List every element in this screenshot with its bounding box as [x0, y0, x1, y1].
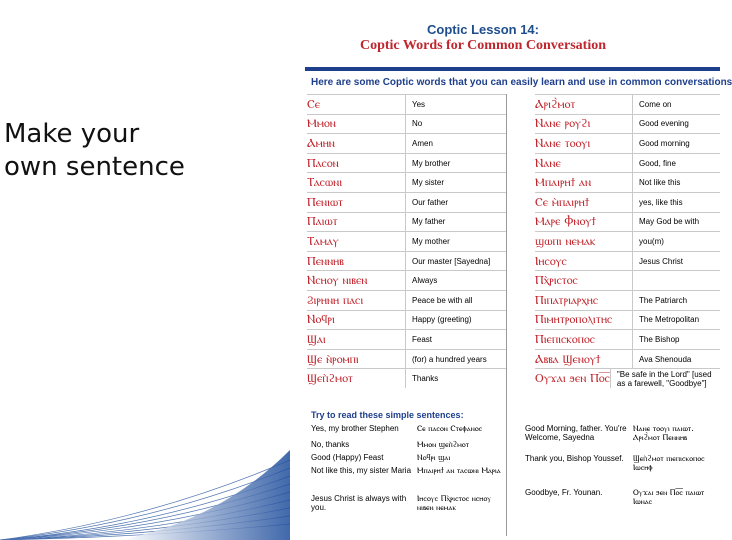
vocab-row — [307, 94, 507, 114]
english-text: My father — [412, 217, 446, 227]
english-text: May God be with — [639, 217, 700, 227]
coptic-word: Ⲧⲁⲥⲱⲛⲓ — [307, 175, 343, 190]
sentence-english: Good Morning, father. You're Welcome, Sayedna — [525, 424, 627, 442]
english-text: Peace be with all — [412, 295, 473, 305]
lesson-title: Coptic Lesson 14: — [427, 22, 539, 37]
english-text: Ava Shenouda — [639, 354, 692, 364]
english-meaning — [405, 154, 450, 173]
vocab-row — [307, 133, 507, 153]
english-text: (for) a hundred years — [412, 354, 487, 364]
english-meaning — [632, 311, 699, 330]
slide-body-text — [4, 118, 185, 184]
english-meaning — [405, 330, 432, 349]
english-text: Not like this — [639, 178, 681, 188]
english-meaning — [632, 173, 680, 192]
title-divider — [305, 67, 720, 71]
coptic-word: Ⲧⲁⲙⲁⲩ — [307, 233, 339, 248]
english-text: Always — [412, 276, 438, 286]
coptic-word: Ⲛⲁⲛⲉ ⲣⲟⲩϩⲓ — [535, 116, 591, 131]
sentence-english: Jesus Christ is always with you. — [311, 494, 407, 512]
coptic-word: Ⲡⲉⲛⲛⲏⲃ — [307, 253, 344, 268]
english-meaning — [632, 252, 683, 271]
coptic-word: Ⲟⲩϫⲁⲓ ϧⲉⲛ Ⲡⲟ̅ⲥ̅ — [535, 371, 610, 386]
sentences-title: Try to read these simple sentences: — [311, 410, 464, 420]
english-text: No — [412, 119, 423, 129]
coptic-word: Ⲡⲁⲥⲟⲛ — [307, 155, 339, 170]
english-text: Good, fine — [639, 158, 676, 168]
coptic-word: Ⲡⲓⲡⲁⲧⲣⲓⲁⲣⲭⲏⲥ — [535, 292, 599, 307]
lesson-intro: Here are some Coptic words that you can easily learn and use in common conversations — [311, 77, 732, 88]
vocab-row — [307, 329, 507, 349]
slide-text-line-2: own sentence — [4, 152, 185, 182]
vocab-row — [307, 349, 507, 369]
vocab-row — [307, 310, 507, 330]
english-text: Good morning — [639, 138, 690, 148]
sentence-coptic: Ⲓⲏⲥⲟⲩⲥ Ⲡⲭ̀ⲣⲓⲥⲧⲟⲥ ⲛⲥⲏⲟⲩ ⲛⲓⲃⲉⲛ ⲛⲉⲙⲁⲕ — [417, 494, 492, 512]
coptic-word: Ⲡⲓⲉⲡⲓⲥⲕⲟⲡⲟⲥ — [535, 331, 596, 346]
vocab-row — [535, 231, 720, 251]
english-text: My mother — [412, 236, 450, 246]
english-meaning — [405, 95, 425, 114]
english-meaning — [632, 134, 690, 153]
english-meaning — [405, 193, 448, 212]
english-text: Jesus Christ — [639, 256, 684, 266]
english-meaning — [405, 369, 438, 388]
english-meaning — [632, 115, 689, 134]
vocab-row — [535, 329, 720, 349]
coptic-word: Ϣⲉⲡ̀ϩⲙⲟⲧ — [307, 371, 353, 386]
english-meaning — [632, 213, 699, 232]
lesson-subtitle: Coptic Words for Common Conversation — [359, 38, 607, 53]
english-meaning — [632, 193, 683, 212]
vocab-row — [535, 368, 720, 388]
vocab-row — [535, 133, 720, 153]
vocab-row — [307, 153, 507, 173]
vocab-row — [535, 310, 720, 330]
english-meaning — [405, 134, 433, 153]
english-text: The Metropolitan — [639, 315, 700, 325]
sentence-english: Good (Happy) Feast — [311, 453, 384, 462]
sentence-english: Thank you, Bishop Youssef. — [525, 454, 624, 463]
english-text: My brother — [412, 158, 451, 168]
english-meaning — [405, 232, 450, 251]
coptic-word: Ⲡⲁⲓⲱⲧ — [307, 214, 338, 229]
coptic-word: Ⲁⲙⲏⲛ — [307, 135, 335, 150]
vocab-row — [535, 349, 720, 369]
vocab-row — [535, 94, 720, 114]
sentence-english: Yes, my brother Stephen — [311, 424, 399, 433]
sentence-english: Not like this, my sister Maria — [311, 466, 412, 475]
vocab-row — [307, 212, 507, 232]
english-text: My sister — [412, 178, 444, 188]
sentence-coptic: Ⲙⲡⲁⲓⲣⲏϯ ⲁⲛ ⲧⲁⲥⲱⲛⲓ Ⲙⲁⲣⲓⲁ — [417, 466, 501, 475]
coptic-word: Ⲓⲏⲥⲟⲩⲥ — [535, 253, 567, 268]
coptic-word: Ⲙⲁⲣⲉ Ⲫⲛⲟⲩϯ — [535, 214, 597, 229]
english-meaning — [405, 115, 422, 134]
coptic-word: Ϣⲁⲓ — [307, 331, 326, 346]
english-meaning — [405, 252, 490, 271]
left-vocabulary-table — [307, 94, 507, 409]
coptic-word: Ϩⲓⲣⲏⲛⲏ ⲡⲁⲥⲓ — [307, 292, 364, 307]
english-text: Our master [Sayedna] — [412, 256, 491, 266]
english-meaning — [405, 350, 487, 369]
slide-text-line-1: Make your — [4, 119, 140, 149]
vocab-row — [535, 153, 720, 173]
vocab-row — [535, 290, 720, 310]
english-meaning — [632, 350, 691, 369]
english-text: Feast — [412, 334, 433, 344]
right-vocabulary-table — [535, 94, 720, 409]
sentence-coptic: Ⲙⲙⲟⲛ ϣⲉⲡ̀ϩⲙⲟⲧ — [417, 440, 470, 449]
coptic-word: Ⲡⲉⲛⲓⲱⲧ — [307, 194, 344, 209]
english-text: Our father — [412, 197, 449, 207]
vocab-row — [535, 251, 720, 271]
english-meaning — [632, 154, 676, 173]
english-text: Yes — [412, 99, 426, 109]
vocab-row — [307, 172, 507, 192]
coptic-word: Ⲥⲉ ⲙ̀ⲡⲁⲓⲣⲏϯ — [535, 194, 590, 209]
coptic-lesson-image — [303, 22, 732, 540]
english-meaning — [405, 271, 437, 290]
coptic-word: Ⲛⲁⲛⲉ ⲧⲟⲟⲩⲓ — [535, 135, 591, 150]
coptic-word: Ⲡⲓⲙⲏⲧⲣⲟⲡⲟⲗⲓⲧⲏⲥ — [535, 312, 613, 327]
sentence-coptic: Ⲛⲁⲛⲉ ⲧⲟⲟⲩⲓ ⲡⲁⲓⲱⲧ. Ⲁⲣⲓϩ̀ⲙⲟⲧ Ⲡⲉⲛⲛⲏⲃ — [633, 424, 694, 442]
vocab-row — [535, 172, 720, 192]
vocab-row — [307, 192, 507, 212]
english-meaning — [632, 271, 639, 290]
english-meaning — [405, 173, 444, 192]
english-meaning — [405, 311, 472, 330]
vocab-row — [535, 270, 720, 290]
english-text: "Be safe in the Lord" [used as a farewell, "Goodbye"] — [616, 369, 712, 388]
english-meaning — [632, 291, 687, 310]
sentence-coptic: Ⲥⲉ ⲡⲁⲥⲟⲛ Ⲥⲧⲉⲫⲁⲛⲟⲥ — [417, 424, 483, 433]
vocab-row — [307, 290, 507, 310]
coptic-word: Ⲙⲙⲟⲛ — [307, 116, 336, 131]
vocab-row — [535, 192, 720, 212]
english-text: The Bishop — [639, 334, 680, 344]
vocab-row — [307, 251, 507, 271]
vocab-row — [307, 368, 507, 388]
coptic-word: Ⲛⲁⲛⲉ — [535, 155, 561, 170]
coptic-word: Ⲁⲃⲃⲁ Ϣⲉⲛⲟⲩϯ — [535, 351, 601, 366]
coptic-word: ϣⲱⲡⲓ ⲛⲉⲙⲁⲕ — [535, 233, 596, 248]
english-text: Good evening — [639, 119, 689, 129]
english-text: The Patriarch — [639, 295, 688, 305]
sentence-english: No, thanks — [311, 440, 350, 449]
coptic-word: Ϣⲉ ⲛ̀ⲣⲟⲙⲡⲓ — [307, 351, 359, 366]
english-text: Happy (greeting) — [412, 315, 472, 325]
english-text: you(m) — [639, 236, 664, 246]
coptic-word: Ⲛⲥⲏⲟⲩ ⲛⲓⲃⲉⲛ — [307, 273, 368, 288]
english-text: Thanks — [412, 374, 439, 384]
english-text: yes, like this — [639, 197, 683, 207]
sentence-coptic: Ϣⲉⲡ̀ϩⲙⲟⲧ ⲡⲓⲉⲡⲓⲥⲕⲟⲡⲟⲥ Ⲓⲱⲥⲏⲫ — [633, 454, 705, 472]
vocab-row — [307, 114, 507, 134]
vocab-row — [307, 270, 507, 290]
vocab-row — [535, 114, 720, 134]
coptic-word: Ⲥⲉ — [307, 96, 321, 111]
english-meaning — [610, 369, 720, 388]
sentence-english: Goodbye, Fr. Younan. — [525, 488, 603, 497]
vocab-row — [307, 231, 507, 251]
coptic-word: Ⲙⲡⲁⲓⲣⲏϯ ⲁⲛ — [535, 175, 592, 190]
english-meaning — [405, 291, 472, 310]
english-meaning — [632, 330, 679, 349]
sentence-coptic: Ⲛⲟϥⲣⲓ ϣⲁⲓ — [417, 453, 451, 462]
corner-decoration — [0, 450, 290, 540]
coptic-word: Ⲡⲭ̀ⲣⲓⲥⲧⲟⲥ — [535, 273, 578, 288]
english-text: Come on — [639, 99, 672, 109]
english-meaning — [405, 213, 445, 232]
english-meaning — [632, 232, 664, 251]
english-text: Amen — [412, 138, 433, 148]
vocab-row — [535, 212, 720, 232]
coptic-word: Ⲛⲟϥⲣⲓ — [307, 312, 335, 327]
english-meaning — [632, 95, 671, 114]
coptic-word: Ⲁⲣⲓϩ̀ⲙⲟⲧ — [535, 96, 576, 111]
sentence-coptic: Ⲟⲩϫⲁⲓ ϧⲉⲛ Ⲡⲟ̅ⲥ̅ ⲡⲁⲓⲱⲧ Ⲓⲱⲛⲁⲥ — [633, 488, 705, 506]
